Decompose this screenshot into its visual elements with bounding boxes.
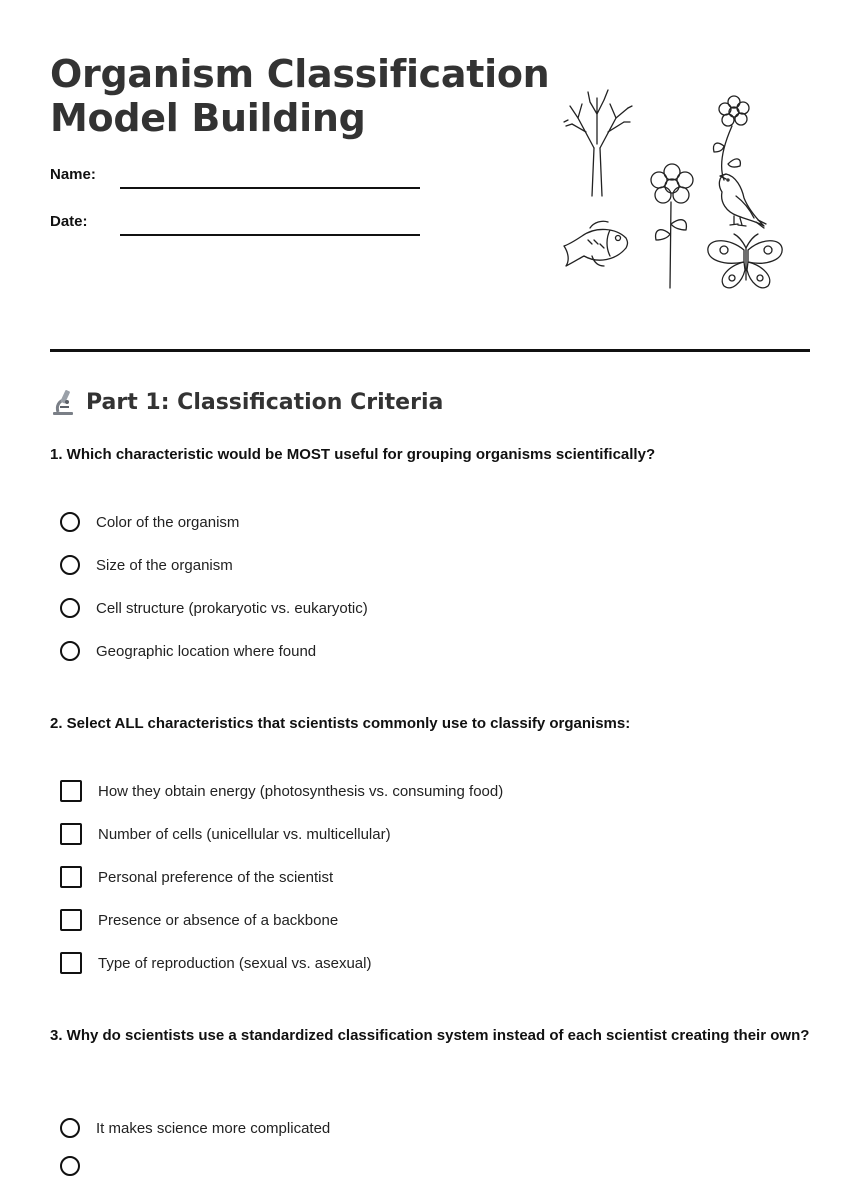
q2-option-3[interactable] — [60, 865, 333, 889]
section-title: Part 1: Classification Criteria — [86, 389, 444, 415]
name-field[interactable] — [120, 187, 420, 189]
radio-button[interactable] — [60, 1118, 80, 1138]
microscope-icon — [50, 388, 76, 416]
option-label: Cell structure (prokaryotic vs. eukaryotic) — [96, 599, 368, 617]
checkbox[interactable] — [60, 952, 82, 974]
radio-button[interactable] — [60, 555, 80, 575]
radio-button[interactable] — [60, 641, 80, 661]
name-label: Name: — [50, 166, 96, 183]
q3-option-2-partial[interactable] — [60, 1154, 96, 1178]
option-label: Personal preference of the scientist — [98, 868, 334, 886]
bird-icon — [719, 174, 766, 228]
option-label: Number of cells (unicellular vs. multicellular) — [98, 825, 391, 843]
option-label: It makes science more complicated — [96, 1119, 331, 1137]
checkbox[interactable] — [60, 780, 82, 802]
fish-icon — [564, 221, 628, 266]
worksheet-title — [50, 52, 549, 140]
radio-button[interactable] — [60, 1156, 80, 1176]
date-label: Date: — [50, 213, 88, 230]
question-3: 3. Why do scientists use a standardized classification system instead of each scientist creating their own? — [50, 1027, 810, 1044]
option-label: Size of the organism — [96, 556, 233, 574]
checkbox[interactable] — [60, 909, 82, 931]
q2-option-5[interactable] — [60, 951, 371, 975]
section-heading — [50, 388, 443, 416]
radio-button[interactable] — [60, 512, 80, 532]
q1-option-4[interactable] — [60, 639, 316, 663]
q1-option-3[interactable] — [60, 596, 368, 620]
option-label: How they obtain energy (photosynthesis vs. consuming food) — [98, 782, 504, 800]
checkbox[interactable] — [60, 823, 82, 845]
q1-option-2[interactable] — [60, 553, 233, 577]
title-line-2: Model Building — [50, 96, 366, 140]
organisms-illustration — [548, 84, 788, 298]
butterfly-icon — [708, 234, 782, 288]
option-label: Geographic location where found — [96, 642, 317, 660]
option-label: Presence or absence of a backbone — [98, 911, 339, 929]
title-line-1: Organism Classification — [50, 52, 550, 96]
radio-button[interactable] — [60, 598, 80, 618]
question-1: 1. Which characteristic would be MOST useful for grouping organisms scientifically? — [50, 446, 656, 463]
q3-option-1[interactable] — [60, 1116, 330, 1140]
option-label: Color of the organism — [96, 513, 240, 531]
q2-option-2[interactable] — [60, 822, 391, 846]
tree-icon — [564, 90, 632, 196]
q1-option-1[interactable] — [60, 510, 239, 534]
q2-option-4[interactable] — [60, 908, 338, 932]
header-divider — [50, 349, 810, 352]
flower-icon — [651, 164, 693, 288]
q2-option-1[interactable] — [60, 779, 503, 803]
checkbox[interactable] — [60, 866, 82, 888]
option-label: Type of reproduction (sexual vs. asexual) — [98, 954, 372, 972]
vine-flower-icon — [713, 96, 749, 180]
question-2: 2. Select ALL characteristics that scientists commonly use to classify organisms: — [50, 715, 631, 732]
date-field[interactable] — [120, 234, 420, 236]
